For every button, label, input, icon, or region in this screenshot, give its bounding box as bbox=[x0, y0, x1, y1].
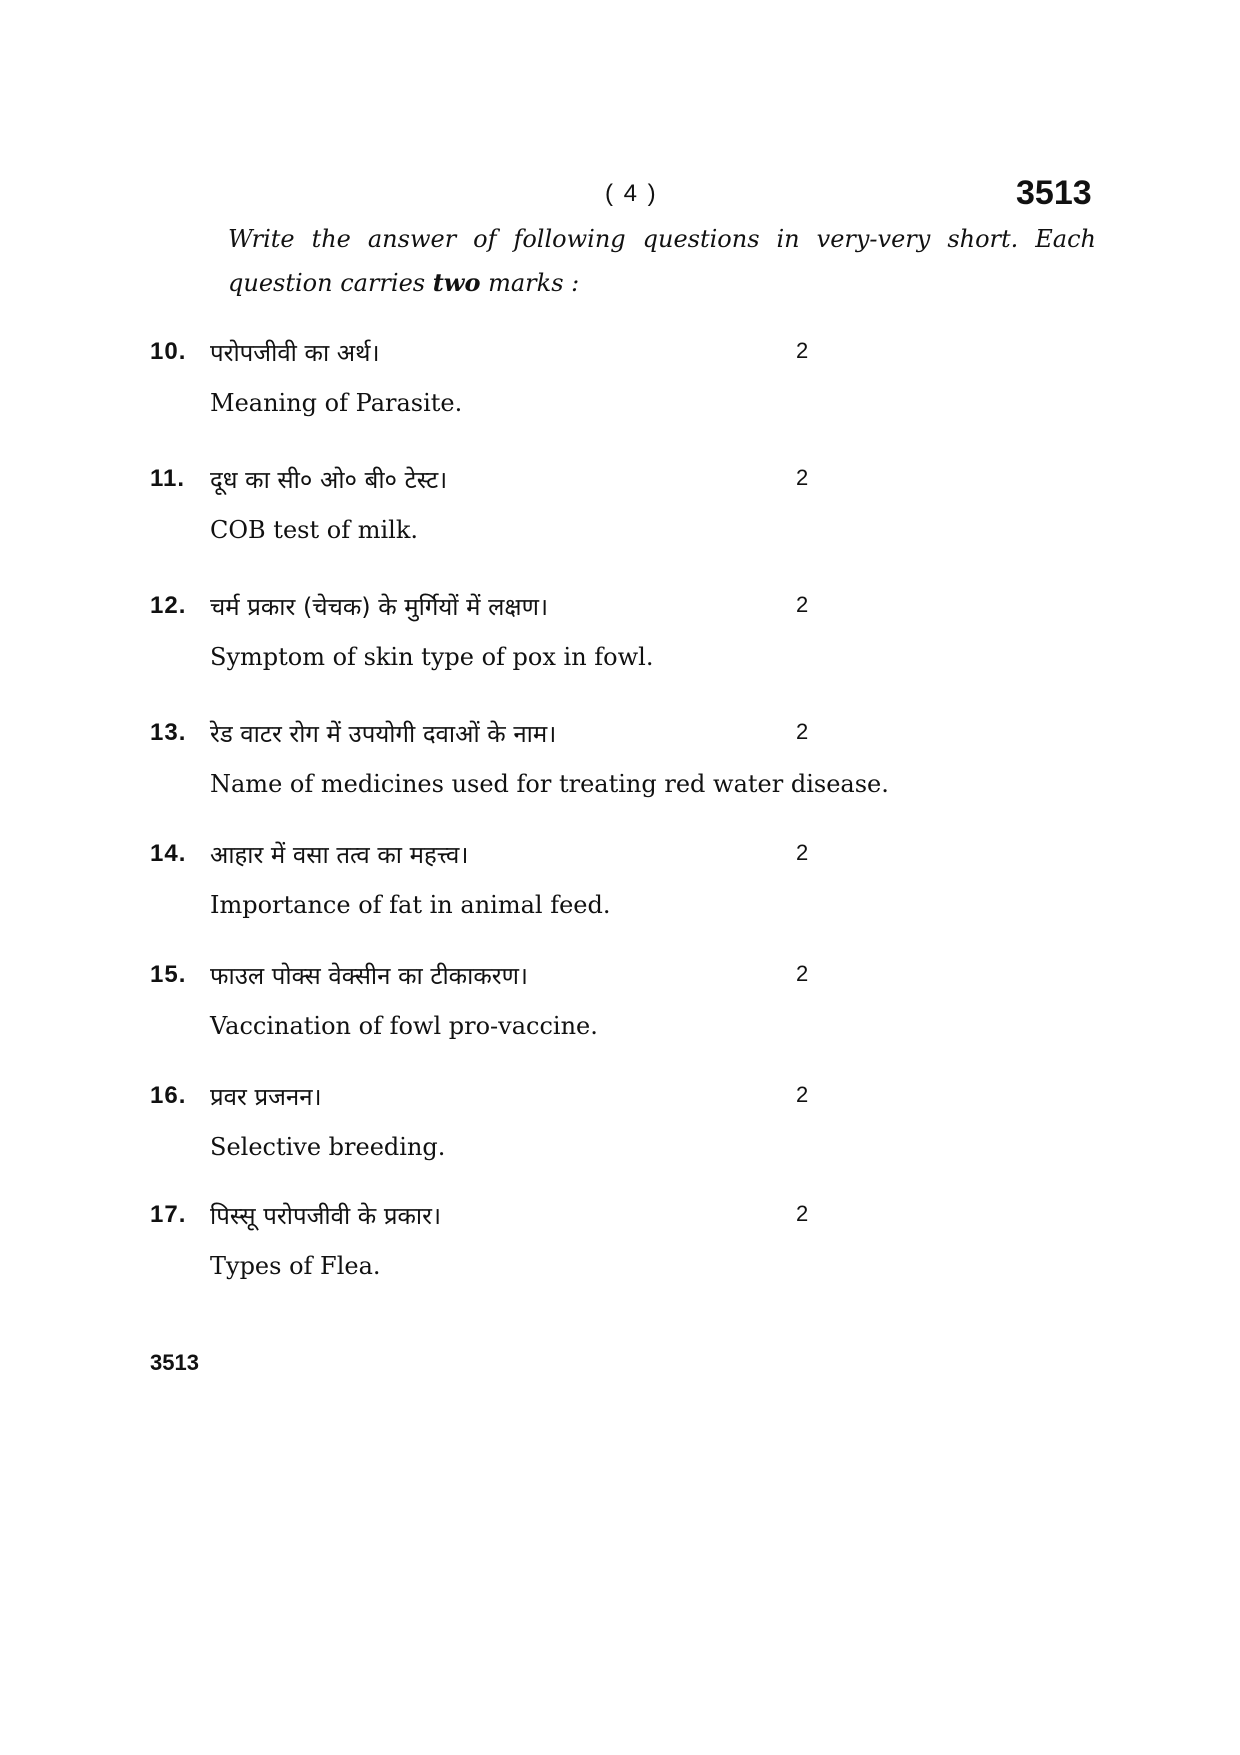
question-hindi-text: दूध का सी० ओ० बी० टेस्ट। bbox=[210, 466, 448, 494]
question-hindi-text: चर्म प्रकार (चेचक) के मुर्गियों में लक्षण। bbox=[210, 593, 549, 621]
question-item bbox=[150, 961, 1050, 1040]
question-number: 11. bbox=[150, 465, 186, 492]
question-hindi-text: प्रवर प्रजनन। bbox=[210, 1083, 322, 1111]
question-item bbox=[150, 1082, 1050, 1161]
question-marks: 2 bbox=[796, 1201, 809, 1226]
question-hindi-text: फाउल पोक्स वेक्सीन का टीकाकरण। bbox=[210, 962, 529, 990]
question-english-text: COB test of milk. bbox=[210, 516, 418, 544]
instruction-text-before: Write the answer of following questions in very-very short. Each question carries bbox=[228, 225, 1096, 297]
question-marks: 2 bbox=[796, 961, 809, 986]
question-number: 10. bbox=[150, 338, 187, 365]
question-number: 15. bbox=[150, 961, 187, 988]
instructions bbox=[228, 218, 1096, 305]
question-number: 13. bbox=[150, 719, 187, 746]
instruction-text-after: marks : bbox=[480, 269, 580, 297]
question-english-text: Importance of fat in animal feed. bbox=[210, 891, 611, 919]
instruction-emphasis: two bbox=[432, 268, 481, 297]
question-english-text: Symptom of skin type of pox in fowl. bbox=[210, 643, 654, 671]
question-number: 14. bbox=[150, 840, 187, 867]
question-hindi-text: पिस्सू परोपजीवी के प्रकार। bbox=[210, 1202, 442, 1230]
question-item bbox=[150, 465, 1050, 544]
question-english-text: Vaccination of fowl pro-vaccine. bbox=[210, 1012, 598, 1040]
question-hindi-text: रेड वाटर रोग में उपयोगी दवाओं के नाम। bbox=[210, 720, 557, 748]
question-english-text: Types of Flea. bbox=[210, 1252, 381, 1280]
question-marks: 2 bbox=[796, 719, 809, 744]
question-item bbox=[150, 1201, 1050, 1280]
question-marks: 2 bbox=[796, 592, 809, 617]
question-number: 17. bbox=[150, 1201, 187, 1228]
question-english-text: Meaning of Parasite. bbox=[210, 389, 463, 417]
question-hindi-text: परोपजीवी का अर्थ। bbox=[210, 339, 380, 367]
question-marks: 2 bbox=[796, 465, 809, 490]
question-marks: 2 bbox=[796, 1082, 809, 1107]
question-item bbox=[150, 840, 1050, 919]
question-english-text: Name of medicines used for treating red water disease. bbox=[210, 770, 889, 798]
question-item bbox=[150, 719, 1050, 798]
question-marks: 2 bbox=[796, 840, 809, 865]
question-number: 16. bbox=[150, 1082, 187, 1109]
paper-code-header: 3513 bbox=[1016, 174, 1092, 212]
question-number: 12. bbox=[150, 592, 187, 619]
page-number: ( 4 ) bbox=[605, 180, 658, 207]
question-marks: 2 bbox=[796, 338, 809, 363]
question-hindi-text: आहार में वसा तत्व का महत्त्व। bbox=[210, 841, 469, 869]
question-item bbox=[150, 592, 1050, 671]
paper-code-footer: 3513 bbox=[150, 1350, 199, 1375]
question-item bbox=[150, 338, 1050, 417]
question-english-text: Selective breeding. bbox=[210, 1133, 446, 1161]
